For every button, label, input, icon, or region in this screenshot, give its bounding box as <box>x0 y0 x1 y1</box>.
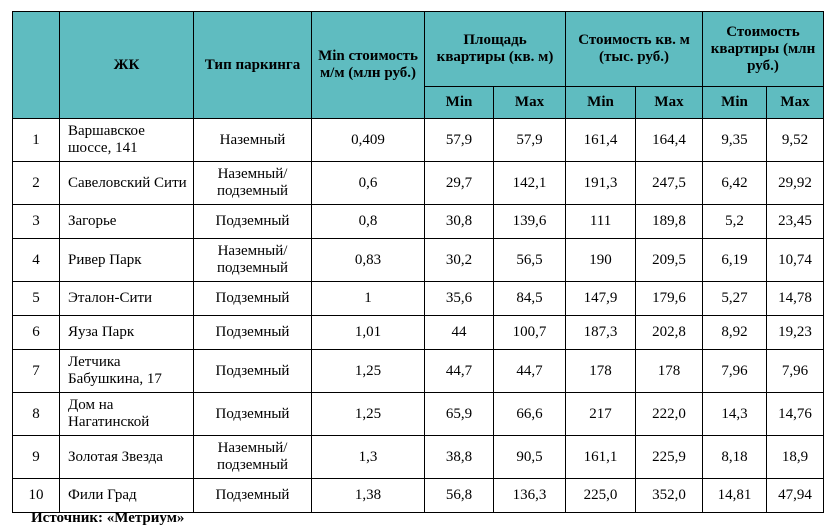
cell-area-min: 38,8 <box>425 436 494 479</box>
header-cost-apartment: Стоимость квартиры (млн руб.) <box>703 12 824 87</box>
cell-sqm-max: 209,5 <box>636 239 703 282</box>
cell-apt-min: 5,27 <box>703 282 767 316</box>
cell-apt-max: 14,76 <box>767 393 824 436</box>
cell-area-max: 136,3 <box>494 479 566 513</box>
cell-area-max: 56,5 <box>494 239 566 282</box>
cell-num: 8 <box>13 393 60 436</box>
cell-min-cost: 1,3 <box>312 436 425 479</box>
parking-cost-table <box>12 11 824 513</box>
cell-sqm-max: 247,5 <box>636 162 703 205</box>
cell-apt-max: 19,23 <box>767 316 824 350</box>
cell-name: Летчика Бабушкина, 17 <box>60 350 194 393</box>
cell-area-min: 30,2 <box>425 239 494 282</box>
cell-min-cost: 1,38 <box>312 479 425 513</box>
table-row <box>13 436 824 479</box>
cell-min-cost: 0,409 <box>312 119 425 162</box>
header-apt-max: Max <box>767 87 824 119</box>
cell-min-cost: 0,83 <box>312 239 425 282</box>
cell-area-min: 65,9 <box>425 393 494 436</box>
cell-sqm-max: 178 <box>636 350 703 393</box>
cell-name: Эталон-Сити <box>60 282 194 316</box>
cell-name: Фили Град <box>60 479 194 513</box>
cell-area-max: 84,5 <box>494 282 566 316</box>
cell-area-min: 30,8 <box>425 205 494 239</box>
cell-apt-min: 5,2 <box>703 205 767 239</box>
header-zhk: ЖК <box>60 12 194 119</box>
cell-sqm-max: 352,0 <box>636 479 703 513</box>
cell-area-max: 44,7 <box>494 350 566 393</box>
cell-sqm-max: 164,4 <box>636 119 703 162</box>
cell-parking-type: Подземный <box>194 350 312 393</box>
cell-sqm-min: 147,9 <box>566 282 636 316</box>
header-min-cost-parking: Min стоимость м/м (млн руб.) <box>312 12 425 119</box>
header-parking-type: Тип паркинга <box>194 12 312 119</box>
cell-num: 4 <box>13 239 60 282</box>
cell-parking-type: Наземный <box>194 119 312 162</box>
cell-name: Варшавское шоссе, 141 <box>60 119 194 162</box>
cell-sqm-max: 179,6 <box>636 282 703 316</box>
cell-name: Савеловский Сити <box>60 162 194 205</box>
cell-parking-type: Наземный/ подземный <box>194 162 312 205</box>
cell-area-max: 57,9 <box>494 119 566 162</box>
table-row <box>13 393 824 436</box>
cell-apt-min: 9,35 <box>703 119 767 162</box>
cell-sqm-min: 161,4 <box>566 119 636 162</box>
cell-num: 1 <box>13 119 60 162</box>
cell-parking-type: Подземный <box>194 316 312 350</box>
cell-apt-max: 18,9 <box>767 436 824 479</box>
header-apt-min: Min <box>703 87 767 119</box>
cell-num: 7 <box>13 350 60 393</box>
cell-min-cost: 1,25 <box>312 393 425 436</box>
cell-sqm-min: 178 <box>566 350 636 393</box>
cell-min-cost: 1 <box>312 282 425 316</box>
cell-apt-min: 6,42 <box>703 162 767 205</box>
cell-apt-min: 14,81 <box>703 479 767 513</box>
cell-name: Дом на Нагатинской <box>60 393 194 436</box>
cell-apt-max: 10,74 <box>767 239 824 282</box>
cell-parking-type: Наземный/ подземный <box>194 239 312 282</box>
header-num <box>13 12 60 119</box>
cell-apt-min: 6,19 <box>703 239 767 282</box>
cell-min-cost: 1,01 <box>312 316 425 350</box>
cell-num: 10 <box>13 479 60 513</box>
cell-area-max: 139,6 <box>494 205 566 239</box>
cell-name: Загорье <box>60 205 194 239</box>
cell-apt-max: 23,45 <box>767 205 824 239</box>
cell-area-max: 142,1 <box>494 162 566 205</box>
cell-area-max: 66,6 <box>494 393 566 436</box>
table-body <box>13 119 824 513</box>
cell-sqm-min: 111 <box>566 205 636 239</box>
cell-area-min: 44,7 <box>425 350 494 393</box>
table-row <box>13 479 824 513</box>
cell-sqm-min: 191,3 <box>566 162 636 205</box>
header-area-min: Min <box>425 87 494 119</box>
cell-apt-max: 14,78 <box>767 282 824 316</box>
cell-sqm-max: 225,9 <box>636 436 703 479</box>
cell-parking-type: Подземный <box>194 282 312 316</box>
cell-sqm-max: 222,0 <box>636 393 703 436</box>
cell-sqm-min: 217 <box>566 393 636 436</box>
table-row <box>13 350 824 393</box>
header-sqm-min: Min <box>566 87 636 119</box>
cell-area-min: 35,6 <box>425 282 494 316</box>
cell-num: 6 <box>13 316 60 350</box>
cell-apt-min: 7,96 <box>703 350 767 393</box>
cell-sqm-min: 161,1 <box>566 436 636 479</box>
cell-sqm-min: 190 <box>566 239 636 282</box>
table-header <box>13 12 824 119</box>
cell-area-min: 44 <box>425 316 494 350</box>
cell-sqm-min: 187,3 <box>566 316 636 350</box>
cell-apt-min: 8,92 <box>703 316 767 350</box>
table-row <box>13 162 824 205</box>
table-row <box>13 316 824 350</box>
cell-min-cost: 0,6 <box>312 162 425 205</box>
header-cost-sqm: Стоимость кв. м (тыс. руб.) <box>566 12 703 87</box>
cell-min-cost: 0,8 <box>312 205 425 239</box>
cell-apt-max: 7,96 <box>767 350 824 393</box>
cell-num: 2 <box>13 162 60 205</box>
cell-parking-type: Подземный <box>194 393 312 436</box>
table-row <box>13 119 824 162</box>
cell-sqm-max: 202,8 <box>636 316 703 350</box>
cell-num: 9 <box>13 436 60 479</box>
cell-name: Ривер Парк <box>60 239 194 282</box>
cell-area-min: 29,7 <box>425 162 494 205</box>
cell-apt-max: 47,94 <box>767 479 824 513</box>
cell-parking-type: Наземный/ подземный <box>194 436 312 479</box>
header-area-max: Max <box>494 87 566 119</box>
cell-area-max: 100,7 <box>494 316 566 350</box>
cell-apt-min: 14,3 <box>703 393 767 436</box>
cell-area-min: 56,8 <box>425 479 494 513</box>
cell-num: 3 <box>13 205 60 239</box>
cell-name: Золотая Звезда <box>60 436 194 479</box>
header-sqm-max: Max <box>636 87 703 119</box>
cell-min-cost: 1,25 <box>312 350 425 393</box>
table-row <box>13 282 824 316</box>
table-row <box>13 205 824 239</box>
cell-apt-min: 8,18 <box>703 436 767 479</box>
cell-area-min: 57,9 <box>425 119 494 162</box>
table-row <box>13 239 824 282</box>
table-container <box>12 11 824 513</box>
cell-parking-type: Подземный <box>194 205 312 239</box>
header-area: Площадь квартиры (кв. м) <box>425 12 566 87</box>
cell-num: 5 <box>13 282 60 316</box>
cell-sqm-min: 225,0 <box>566 479 636 513</box>
cell-apt-max: 9,52 <box>767 119 824 162</box>
cell-area-max: 90,5 <box>494 436 566 479</box>
cell-sqm-max: 189,8 <box>636 205 703 239</box>
cell-name: Яуза Парк <box>60 316 194 350</box>
source-note: Источник: «Метриум» <box>31 510 185 526</box>
cell-apt-max: 29,92 <box>767 162 824 205</box>
cell-parking-type: Подземный <box>194 479 312 513</box>
